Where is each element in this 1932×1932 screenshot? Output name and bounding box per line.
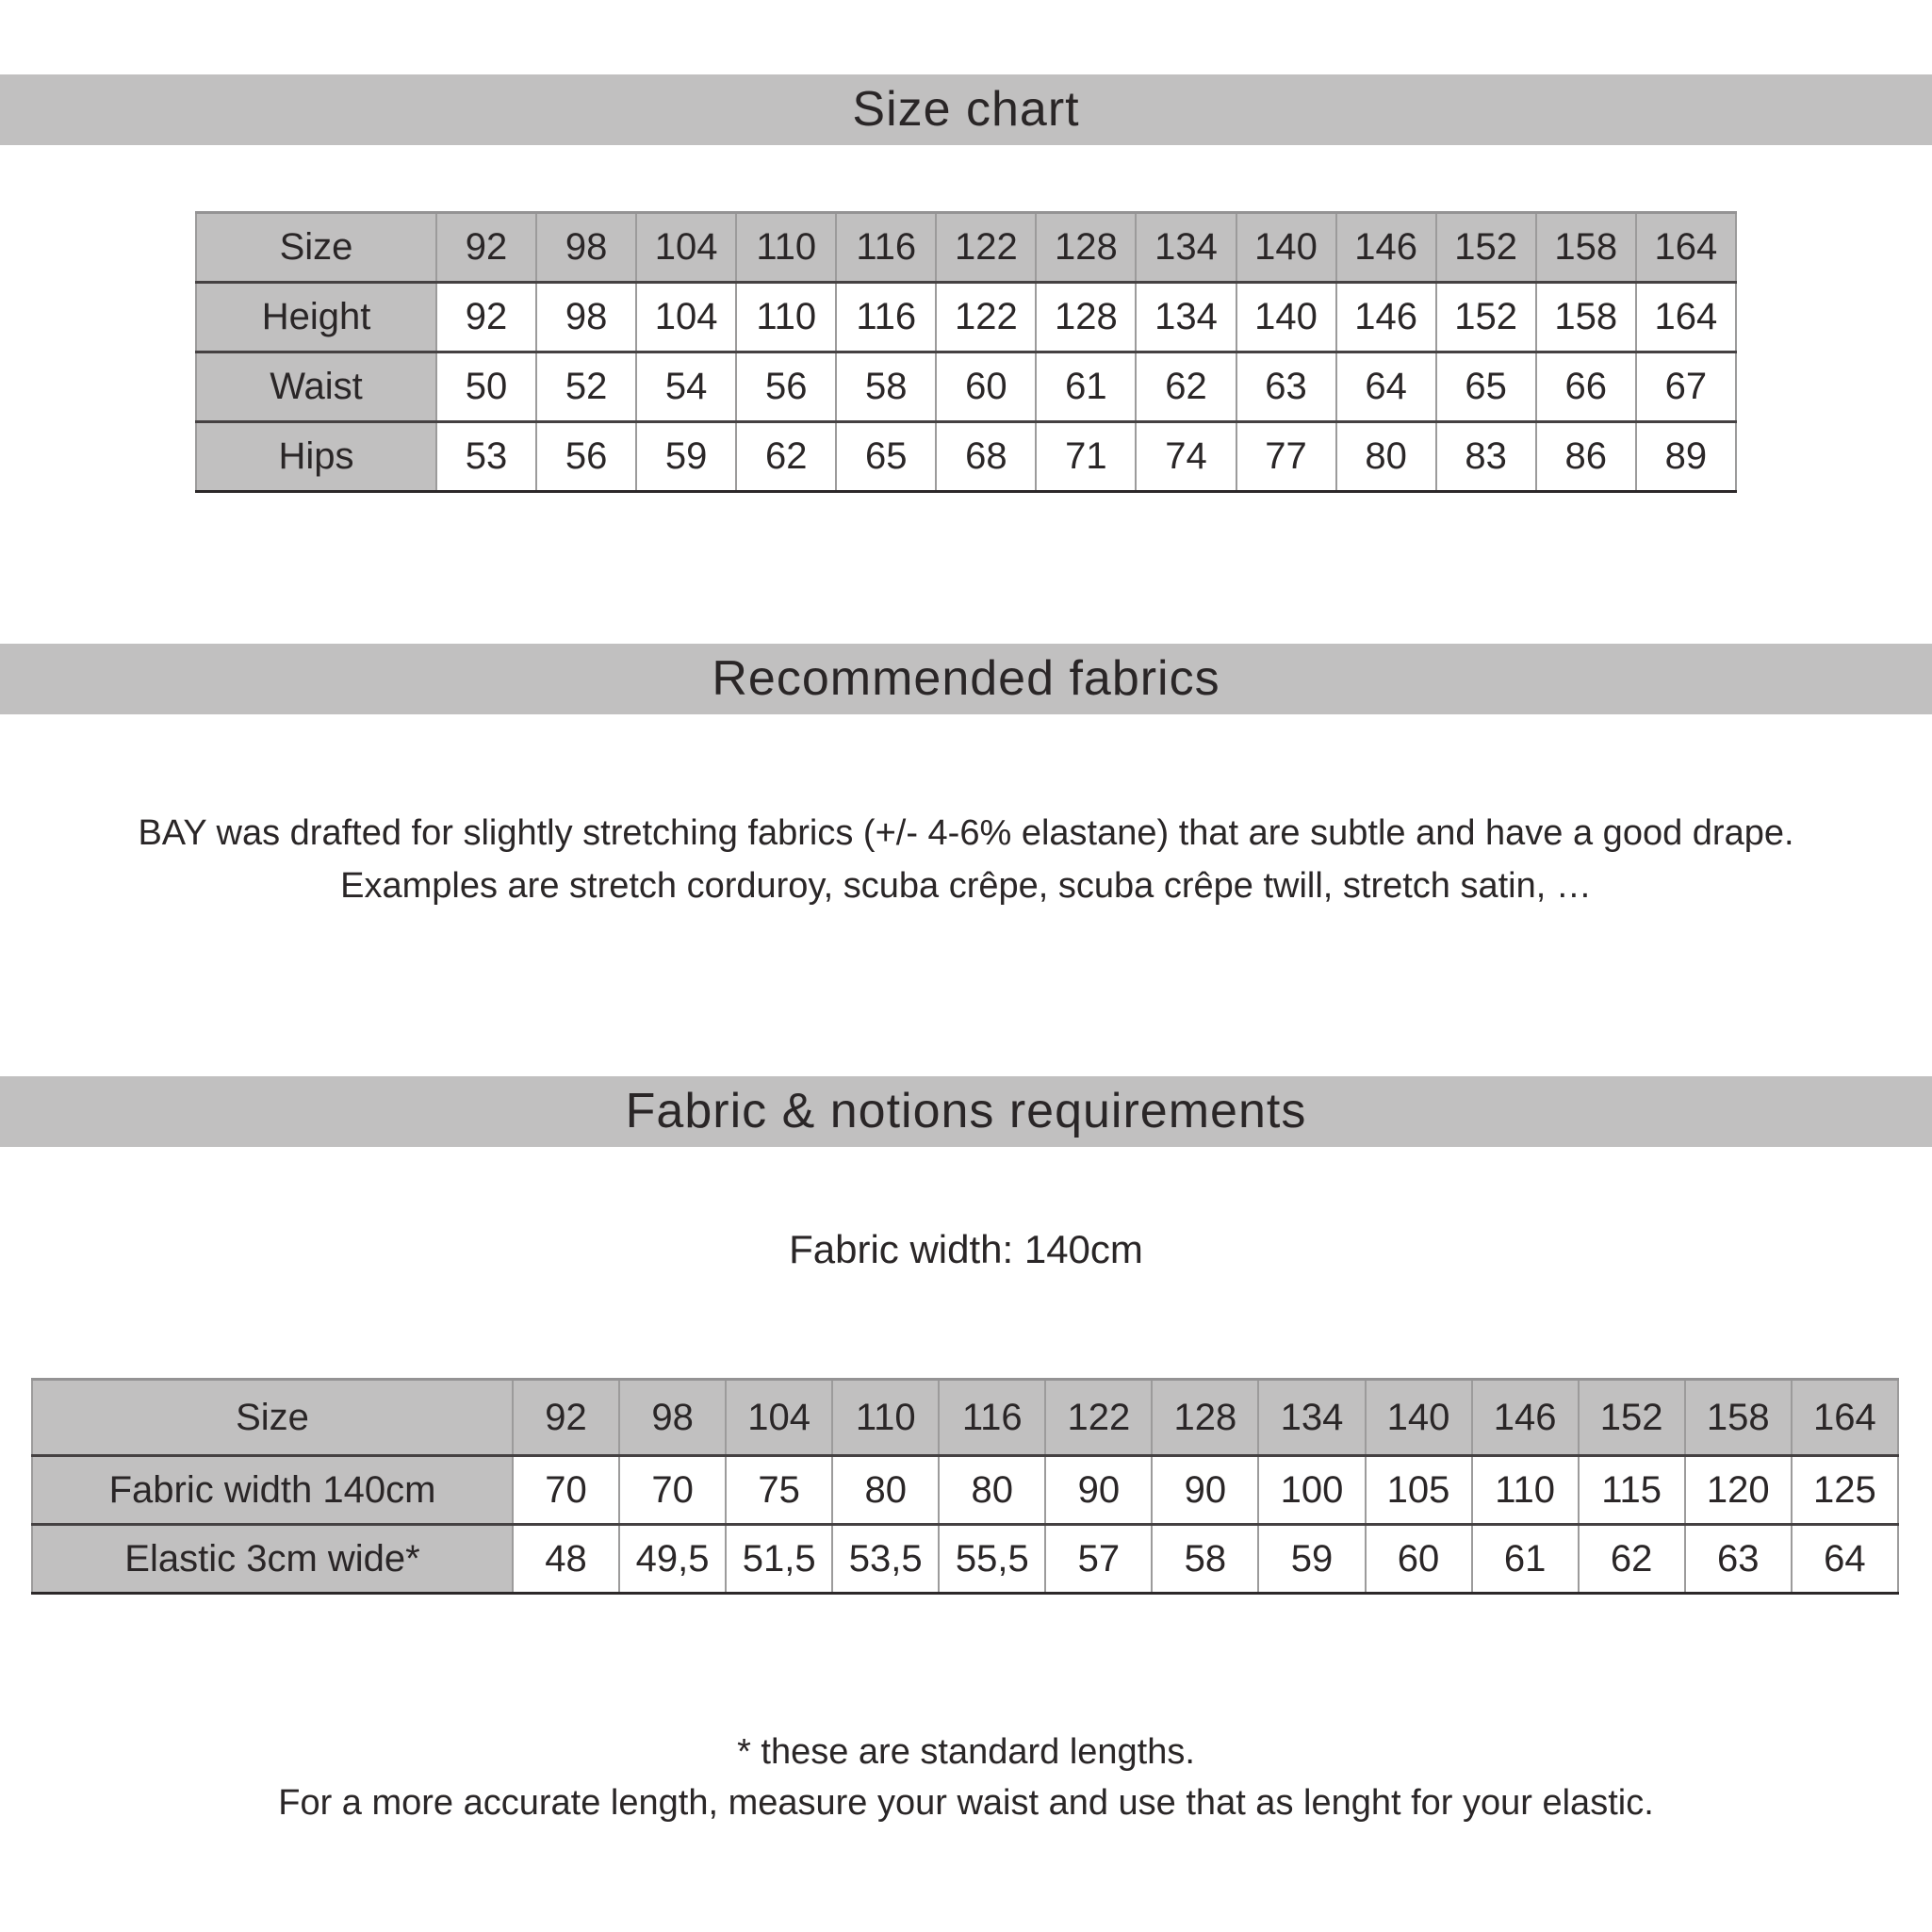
row-label: Waist <box>196 352 436 422</box>
table-cell: 105 <box>1366 1456 1472 1525</box>
size-column-header: 158 <box>1685 1380 1792 1456</box>
size-column-header: 128 <box>1036 213 1136 283</box>
size-column-header: 104 <box>636 213 736 283</box>
size-column-header: 152 <box>1579 1380 1685 1456</box>
table-cell: 56 <box>736 352 836 422</box>
table-cell: 116 <box>836 283 936 352</box>
footnote-line-2: For a more accurate length, measure your waist and use that as lenght for your elastic. <box>278 1783 1654 1823</box>
table-cell: 67 <box>1636 352 1736 422</box>
table-cell: 60 <box>1366 1525 1472 1594</box>
row-label: Elastic 3cm wide* <box>32 1525 513 1594</box>
table-cell: 122 <box>936 283 1036 352</box>
table-cell: 134 <box>1136 283 1236 352</box>
recommended-fabrics-line-1: BAY was drafted for slightly stretching fabrics (+/- 4-6% elastane) that are subtle and have a good drape. <box>138 813 1794 853</box>
table-cell: 70 <box>619 1456 726 1525</box>
size-column-header: 110 <box>832 1380 939 1456</box>
table-cell: 59 <box>636 422 736 492</box>
table-cell: 53 <box>436 422 536 492</box>
size-column-header: 98 <box>536 213 636 283</box>
table-cell: 146 <box>1336 283 1436 352</box>
table-cell: 62 <box>736 422 836 492</box>
size-column-header: 164 <box>1792 1380 1898 1456</box>
table-row <box>196 352 1736 422</box>
size-column-header: 104 <box>726 1380 832 1456</box>
footnote <box>0 1727 1932 1828</box>
table-cell: 77 <box>1236 422 1336 492</box>
table-cell: 58 <box>836 352 936 422</box>
table-cell: 83 <box>1436 422 1536 492</box>
table-cell: 90 <box>1152 1456 1258 1525</box>
table-cell: 86 <box>1536 422 1636 492</box>
table-cell: 120 <box>1685 1456 1792 1525</box>
table-cell: 110 <box>736 283 836 352</box>
table-cell: 104 <box>636 283 736 352</box>
recommended-fabrics-line-2: Examples are stretch corduroy, scuba crêpe, scuba crêpe twill, stretch satin, … <box>340 866 1592 906</box>
table-cell: 61 <box>1036 352 1136 422</box>
table-cell: 152 <box>1436 283 1536 352</box>
table-cell: 51,5 <box>726 1525 832 1594</box>
section-header-fabric-notions <box>0 1076 1932 1147</box>
size-column-header: 164 <box>1636 213 1736 283</box>
size-column-header: 92 <box>513 1380 619 1456</box>
table-cell: 74 <box>1136 422 1236 492</box>
table-cell: 65 <box>1436 352 1536 422</box>
section-header-recommended-fabrics <box>0 644 1932 714</box>
size-column-header: 122 <box>936 213 1036 283</box>
table-cell: 128 <box>1036 283 1136 352</box>
table-cell: 65 <box>836 422 936 492</box>
row-label: Size <box>196 213 436 283</box>
table-cell: 100 <box>1258 1456 1365 1525</box>
row-label: Hips <box>196 422 436 492</box>
table-row <box>32 1380 1898 1456</box>
size-column-header: 128 <box>1152 1380 1258 1456</box>
table-cell: 75 <box>726 1456 832 1525</box>
table-cell: 53,5 <box>832 1525 939 1594</box>
size-column-header: 116 <box>836 213 936 283</box>
table-cell: 60 <box>936 352 1036 422</box>
table-cell: 64 <box>1792 1525 1898 1594</box>
fabric-width-note: Fabric width: 140cm <box>789 1227 1143 1271</box>
size-column-header: 158 <box>1536 213 1636 283</box>
section-title-fabric-notions: Fabric & notions requirements <box>625 1084 1307 1138</box>
row-label: Fabric width 140cm <box>32 1456 513 1525</box>
table-cell: 52 <box>536 352 636 422</box>
table-cell: 62 <box>1579 1525 1685 1594</box>
table-cell: 80 <box>1336 422 1436 492</box>
table-cell: 49,5 <box>619 1525 726 1594</box>
table-cell: 66 <box>1536 352 1636 422</box>
size-column-header: 110 <box>736 213 836 283</box>
size-column-header: 116 <box>939 1380 1045 1456</box>
size-column-header: 140 <box>1366 1380 1472 1456</box>
table-cell: 164 <box>1636 283 1736 352</box>
table-cell: 68 <box>936 422 1036 492</box>
size-column-header: 146 <box>1472 1380 1579 1456</box>
table-cell: 56 <box>536 422 636 492</box>
table-row <box>196 283 1736 352</box>
table-cell: 115 <box>1579 1456 1685 1525</box>
size-column-header: 98 <box>619 1380 726 1456</box>
table-cell: 71 <box>1036 422 1136 492</box>
table-cell: 110 <box>1472 1456 1579 1525</box>
table-cell: 59 <box>1258 1525 1365 1594</box>
recommended-fabrics-text <box>0 807 1932 912</box>
table-cell: 55,5 <box>939 1525 1045 1594</box>
table-cell: 48 <box>513 1525 619 1594</box>
section-header-size-chart <box>0 74 1932 145</box>
table-cell: 54 <box>636 352 736 422</box>
row-label: Size <box>32 1380 513 1456</box>
table-cell: 63 <box>1685 1525 1792 1594</box>
table-cell: 98 <box>536 283 636 352</box>
size-column-header: 134 <box>1136 213 1236 283</box>
size-column-header: 152 <box>1436 213 1536 283</box>
table-cell: 63 <box>1236 352 1336 422</box>
table-row <box>32 1456 1898 1525</box>
footnote-line-1: * these are standard lengths. <box>737 1732 1195 1772</box>
size-column-header: 92 <box>436 213 536 283</box>
table-cell: 64 <box>1336 352 1436 422</box>
size-column-header: 146 <box>1336 213 1436 283</box>
size-column-header: 122 <box>1045 1380 1152 1456</box>
table-cell: 62 <box>1136 352 1236 422</box>
table-row <box>32 1525 1898 1594</box>
table-cell: 80 <box>939 1456 1045 1525</box>
section-title-recommended-fabrics: Recommended fabrics <box>712 651 1220 706</box>
table-cell: 58 <box>1152 1525 1258 1594</box>
table-cell: 92 <box>436 283 536 352</box>
section-title-size-chart: Size chart <box>852 82 1080 137</box>
table-cell: 158 <box>1536 283 1636 352</box>
table-cell: 89 <box>1636 422 1736 492</box>
table-cell: 70 <box>513 1456 619 1525</box>
table-cell: 80 <box>832 1456 939 1525</box>
table-cell: 140 <box>1236 283 1336 352</box>
size-column-header: 140 <box>1236 213 1336 283</box>
table-cell: 90 <box>1045 1456 1152 1525</box>
table-row <box>196 422 1736 492</box>
size-column-header: 134 <box>1258 1380 1365 1456</box>
table-row <box>196 213 1736 283</box>
table-cell: 57 <box>1045 1525 1152 1594</box>
table-cell: 61 <box>1472 1525 1579 1594</box>
table-cell: 50 <box>436 352 536 422</box>
size-chart-table <box>195 211 1737 493</box>
row-label: Height <box>196 283 436 352</box>
table-cell: 125 <box>1792 1456 1898 1525</box>
fabric-notions-requirements-table <box>31 1378 1899 1595</box>
